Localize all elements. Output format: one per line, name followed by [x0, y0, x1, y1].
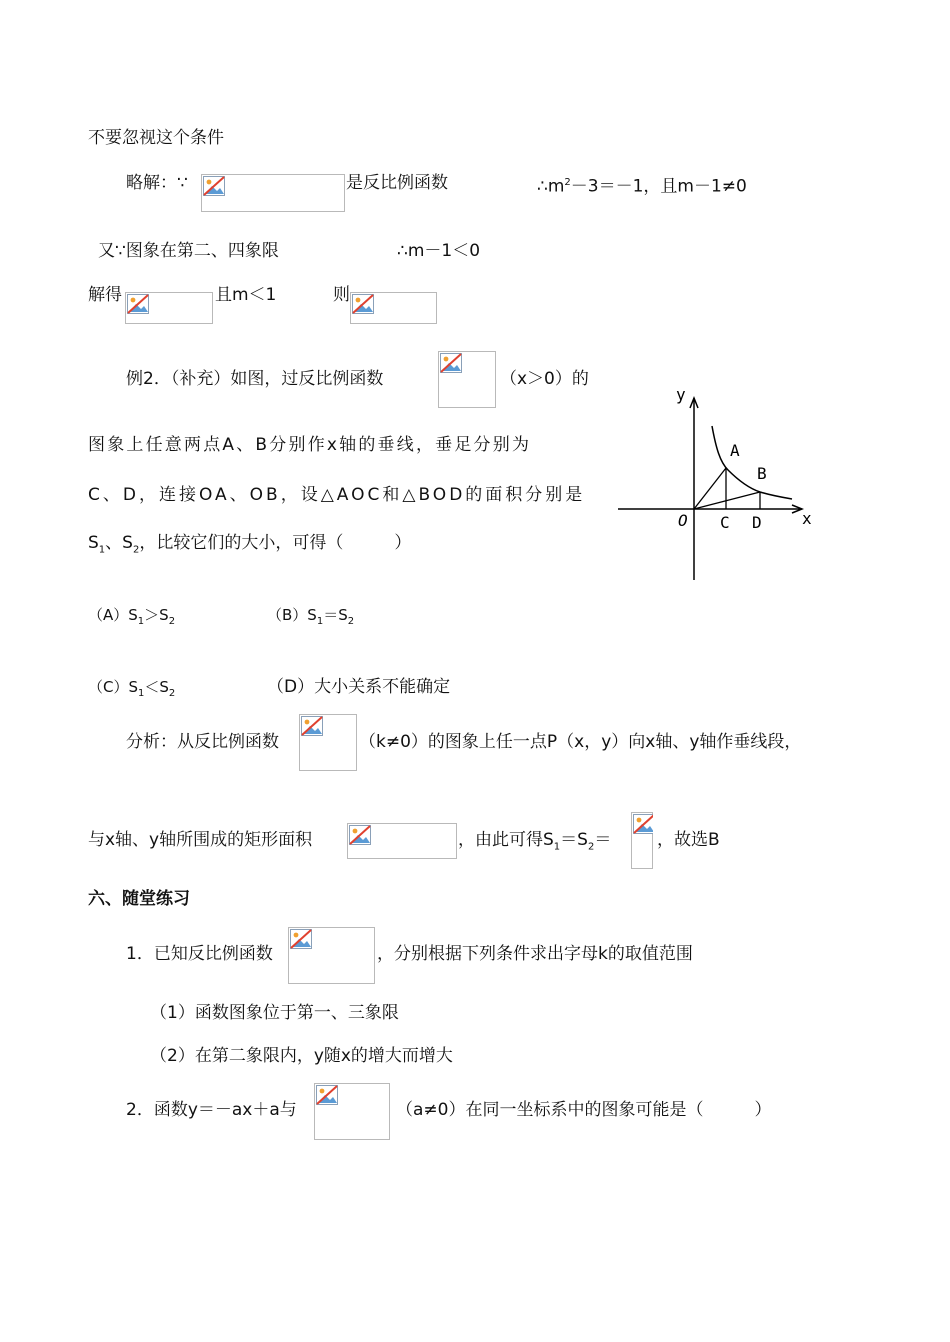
example-text: 图象上任意两点A、B分别作x轴的垂线，垂足分别为 — [88, 435, 532, 455]
practice-1-item: （1）函数图象位于第一、三象限 — [150, 1003, 399, 1023]
solution-label: 略解：∵ — [126, 173, 188, 193]
broken-image-icon — [203, 176, 225, 196]
option-b — [267, 604, 354, 633]
broken-image-icon — [633, 814, 653, 834]
subscript: 2 — [168, 688, 176, 699]
label-c: C — [720, 513, 730, 532]
text-part: 、S — [105, 533, 133, 553]
hyperbola-figure — [612, 384, 824, 588]
text-part: （A）S — [88, 606, 138, 624]
formula-image — [314, 1083, 390, 1140]
label-origin: O — [678, 511, 688, 530]
broken-image-icon — [290, 929, 312, 949]
text-part: ＜S — [144, 678, 169, 696]
eq-part: ∴m — [537, 176, 565, 197]
text-part: ，由此可得S — [458, 830, 554, 850]
analysis-text: 分析：从反比例函数 — [126, 732, 279, 752]
formula-image — [631, 812, 653, 869]
solve-text: 且m＜1 — [215, 285, 277, 305]
text-part: S — [88, 533, 99, 553]
label-d: D — [752, 513, 762, 532]
superscript: 2 — [564, 177, 571, 188]
solution-text: 是反比例函数 — [346, 173, 448, 193]
text-part: ＞S — [144, 606, 169, 624]
solve-label: 解得 — [88, 285, 122, 305]
solution-equation — [537, 172, 747, 198]
note-line: 不要忽视这个条件 — [88, 128, 224, 148]
formula-image — [288, 927, 375, 984]
broken-image-icon — [301, 716, 323, 736]
text-part: （B）S — [267, 606, 317, 624]
text-part: ＝S — [560, 830, 588, 850]
analysis-text: ，故选B — [657, 830, 720, 850]
subscript: 1 — [137, 616, 145, 627]
broken-image-icon — [127, 294, 149, 314]
formula-image — [347, 823, 457, 859]
option-a — [88, 604, 175, 633]
practice-2: 2．函数y＝－ax＋a与 — [126, 1100, 297, 1120]
broken-image-icon — [352, 294, 374, 314]
text-part: ＝ — [594, 830, 612, 850]
label-b: B — [757, 464, 767, 483]
section-heading: 六、随堂练习 — [88, 889, 190, 909]
segment-ob — [694, 492, 760, 509]
segment-oa — [694, 468, 726, 509]
text-part: ，比较它们的大小，可得（ ） — [139, 533, 412, 553]
quadrant-text: 又∵图象在第二、四象限 — [98, 241, 279, 261]
text-part: ＝S — [323, 606, 348, 624]
broken-image-icon — [316, 1085, 338, 1105]
subscript: 1 — [553, 841, 561, 853]
label-a: A — [730, 441, 740, 460]
example-text: C、D，连接OA、OB，设△AOC和△BOD的面积分别是 — [88, 485, 586, 505]
analysis-text: 与x轴、y轴所围成的矩形面积 — [88, 830, 313, 850]
then-label: 则 — [333, 285, 350, 305]
subscript: 1 — [316, 616, 324, 627]
subscript: 2 — [168, 616, 176, 627]
formula-image — [438, 351, 496, 408]
subscript: 2 — [587, 841, 595, 853]
analysis-text — [458, 829, 611, 858]
subscript: 1 — [138, 688, 145, 699]
broken-image-icon — [349, 825, 371, 845]
practice-1: 1．已知反比例函数 — [126, 944, 273, 964]
broken-image-icon — [440, 353, 462, 373]
formula-image — [299, 714, 357, 771]
practice-1: ，分别根据下列条件求出字母k的取值范围 — [377, 944, 693, 964]
formula-image — [201, 174, 345, 212]
inequality-text: ∴m－1＜0 — [397, 241, 481, 261]
practice-1-item: （2）在第二象限内，y随x的增大而增大 — [150, 1046, 453, 1066]
label-y: y — [676, 385, 686, 404]
analysis-text: （k≠0）的图象上任一点P（x，y）向x轴、y轴作垂线段， — [359, 732, 802, 752]
example-title: 例2．（补充）如图，过反比例函数 — [126, 369, 384, 389]
example-text: （x＞0）的 — [500, 369, 589, 389]
hyperbola-curve — [712, 426, 792, 499]
label-x: x — [802, 509, 812, 528]
option-c — [88, 676, 175, 705]
eq-part: －3＝－1，且m－1≠0 — [570, 176, 747, 197]
option-d: （D）大小关系不能确定 — [267, 677, 451, 697]
subscript: 2 — [132, 544, 140, 556]
text-part: （C）S — [88, 678, 138, 696]
formula-image — [350, 292, 437, 324]
subscript: 1 — [98, 544, 106, 556]
subscript: 2 — [347, 616, 355, 627]
practice-2: （a≠0）在同一坐标系中的图象可能是（ ） — [396, 1100, 772, 1120]
example-text — [88, 532, 411, 561]
formula-image — [125, 292, 213, 324]
